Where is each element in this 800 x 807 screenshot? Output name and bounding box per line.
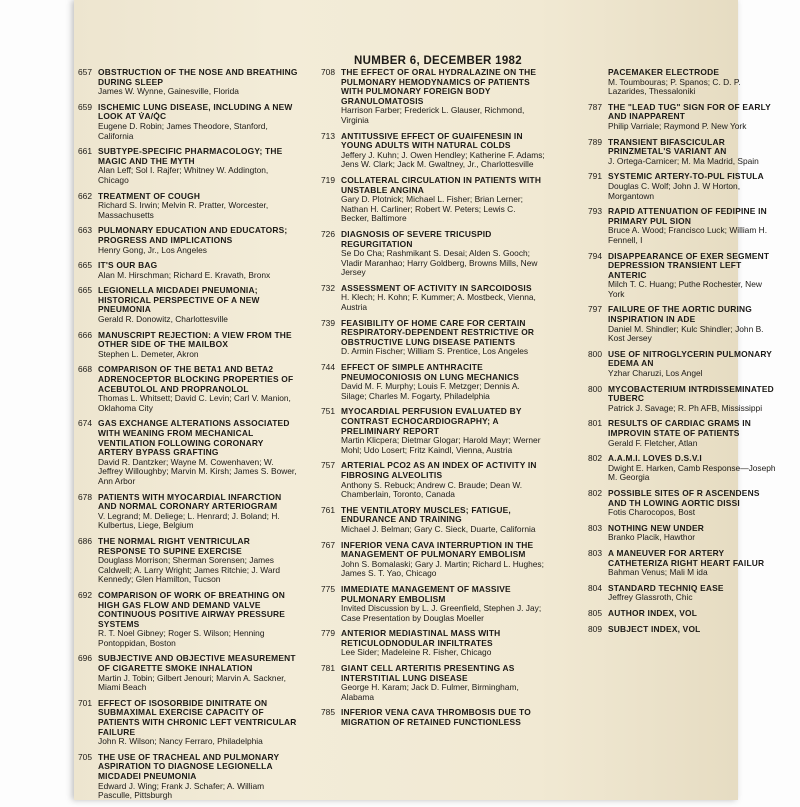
toc-entry <box>588 625 778 635</box>
article-title <box>98 365 300 394</box>
page-number: 761 <box>321 504 335 515</box>
article-title <box>341 407 545 436</box>
article-authors: Branko Placik, Hawthor <box>608 532 696 543</box>
article-title <box>341 230 545 249</box>
article-authors: R. T. Noel Gibney; Roger S. Wilson; Henning Pontoppidan, Boston <box>98 628 265 648</box>
toc-entry <box>321 319 545 357</box>
article-authors: Douglas C. Wolf; John J. W Horton, Morgantown <box>608 180 741 201</box>
title-text: TRANSIENT BIFASCICULAR PRINZMETAL'S VARIANT AN <box>608 136 727 157</box>
title-text: THE "LEAD TUG" SIGN FOR OF EARLY AND INAPPARENT <box>608 101 771 122</box>
title-text: THE VENTILATORY MUSCLES; FATIGUE, ENDURANCE AND TRAINING <box>341 504 511 525</box>
title-text: A MANEUVER FOR ARTERY CATHETERIZA RIGHT HEART FAILUR <box>608 547 765 568</box>
article-authors: Invited Discussion by L. J. Greenfield, Stephen J. Jay; Case Presentation by Douglas Moeller <box>341 603 542 623</box>
page-number: 678 <box>78 491 92 502</box>
article-authors: David R. Dantzker; Wayne M. Cowenhaven; W. Jeffrey Willoughby; Marvin M. Kirsh; James S. Bower, Ann Arbor <box>98 456 297 486</box>
page-number: 713 <box>321 130 335 141</box>
toc-entry <box>588 103 778 132</box>
article-title <box>341 664 545 683</box>
title-text: ISCHEMIC LUNG DISEASE, INCLUDING A NEW LOOK AT V̇A/Q̇C <box>98 101 293 122</box>
article-authors: Yzhar Charuzi, Los Angel <box>608 368 703 379</box>
page-number: 802 <box>588 487 602 498</box>
toc-entry <box>78 147 300 185</box>
page-number: 767 <box>321 539 335 550</box>
column-1 <box>78 68 300 807</box>
article-authors: V. Legrand; M. Deliege; L. Henrard; J. Boland; H. Kulbertus, Liege, Belgium <box>98 510 280 531</box>
page-number: 802 <box>588 453 602 464</box>
article-authors: Jeffrey Glassroth, Chic <box>608 592 693 603</box>
article-title <box>608 419 778 438</box>
toc-entry <box>321 176 545 224</box>
page-number: 705 <box>78 751 92 762</box>
toc-entry <box>588 385 778 414</box>
article-title <box>608 252 778 281</box>
toc-entry <box>78 261 300 280</box>
article-title <box>98 419 300 457</box>
article-authors: Anthony S. Rebuck; Andrew C. Braude; Dean W. Chamberlain, Toronto, Canada <box>341 479 523 500</box>
article-title <box>608 305 778 324</box>
title-emphasis: LEGIONELLA MICDADEI <box>98 761 273 781</box>
article-title <box>341 506 545 525</box>
page-number: 666 <box>78 329 92 340</box>
toc-entry <box>78 654 300 692</box>
toc-entry <box>321 230 545 278</box>
title-emphasis: MYCOBACTERIUM INTR <box>608 383 709 394</box>
article-authors: Thomas L. Whitsett; David C. Levin; Carl V. Manion, Oklahoma City <box>98 393 291 413</box>
article-authors: Stephen L. Demeter, Akron <box>98 348 199 359</box>
article-title <box>98 68 300 87</box>
toc-entry <box>588 419 778 448</box>
toc-entry <box>78 192 300 221</box>
toc-entry <box>588 454 778 483</box>
page-number: 739 <box>321 317 335 328</box>
article-authors: Se Do Cha; Rashmikant S. Desai; Alden S. Gooch; Vladir Maranhao; Harry Goldberg, Browns Mills, New Jersey <box>341 248 538 278</box>
article-authors: James W. Wynne, Gainesville, Florida <box>98 86 239 97</box>
toc-entry <box>321 708 545 727</box>
article-authors: Bruce A. Wood; Francisco Luck; William H. Fennell, I <box>608 225 768 245</box>
toc-entry <box>588 584 778 603</box>
toc-entry <box>78 753 300 801</box>
page-number: 805 <box>588 607 602 618</box>
page-number: 775 <box>321 583 335 594</box>
article-title <box>608 489 778 508</box>
title-text: INFERIOR VENA CAVA THROMBOSIS DUE TO MIGRATION OF RETAINED FUNCTIONLESS <box>341 707 531 728</box>
page-number: 696 <box>78 653 92 664</box>
title-text: PACEMAKER ELECTRODE <box>608 67 720 77</box>
article-authors: J. Ortega-Carnicer; M. Ma Madrid, Spain <box>608 155 759 166</box>
article-authors: Edward J. Wing; Frank J. Schafer; A. William Pasculle, Pittsburgh <box>98 780 265 801</box>
title-text: PNEUMONIA; HISTORICAL PERSPECTIVE OF A NEW PNEUMONIA <box>98 285 260 315</box>
page-number: 665 <box>78 285 92 296</box>
article-title <box>341 319 545 348</box>
article-title <box>341 541 545 560</box>
title-text: SYSTEMIC ARTERY-TO-PUL FISTULA <box>608 171 764 182</box>
title-text: THE NORMAL RIGHT VENTRICULAR RESPONSE TO SUPINE EXERCISE <box>98 535 251 556</box>
page-number: 692 <box>78 589 92 600</box>
toc-entry <box>321 585 545 623</box>
page-number: 665 <box>78 260 92 271</box>
page-number: 668 <box>78 364 92 375</box>
page-number: 801 <box>588 418 602 429</box>
toc-entry <box>321 407 545 455</box>
article-authors: Jeffery J. Kuhn; J. Owen Hendley; Katherine F. Adams; Jens W. Clark; Jack M. Gwaltney, Jr., Charlottesville <box>341 149 545 170</box>
article-title <box>608 103 778 122</box>
title-text: GAS EXCHANGE ALTERATIONS ASSOCIATED WITH WEANING FROM MECHANICAL VENTILATION FOLLOWING CORONARY ARTERY BYPASS GRAFTING <box>98 418 290 458</box>
article-authors: Harrison Farber; Frederick L. Glauser, Richmond, Virginia <box>341 105 525 125</box>
article-authors: Patrick J. Savage; R. Ph AFB, Mississippi <box>608 402 763 413</box>
toc-entry <box>78 226 300 255</box>
article-title <box>608 385 778 404</box>
title-text: ANTITUSSIVE EFFECT OF GUAIFENESIN IN YOUNG ADULTS WITH NATURAL COLDS <box>341 130 523 151</box>
toc-entry <box>588 350 778 379</box>
title-text: STANDARD TECHNIQ EASE <box>608 582 724 593</box>
title-text: AUTHOR INDEX, VOL <box>608 607 698 618</box>
page-number: 800 <box>588 348 602 359</box>
article-title <box>98 331 300 350</box>
article-title <box>608 350 778 369</box>
article-title <box>608 625 778 635</box>
page-number: 732 <box>321 282 335 293</box>
toc-entry <box>78 331 300 360</box>
article-title <box>608 549 778 568</box>
title-text: THE USE OF TRACHEAL AND PULMONARY ASPIRATION TO DIAGNOSE <box>98 751 280 772</box>
page-number: 794 <box>588 250 602 261</box>
title-text: OBSTRUCTION OF THE NOSE AND BREATHING DURING SLEEP <box>98 67 298 87</box>
page-number: 663 <box>78 225 92 236</box>
page-number: 803 <box>588 547 602 558</box>
title-text: PATIENTS WITH MYOCARDIAL INFARCTION AND NORMAL CORONARY ARTERIOGRAM <box>98 491 282 512</box>
title-text: SUBTYPE-SPECIFIC PHARMACOLOGY; THE MAGIC AND THE MYTH <box>98 146 283 166</box>
journal-page <box>74 0 776 801</box>
article-authors: Gerald R. Donowitz, Charlottesville <box>98 314 228 325</box>
toc-entry <box>588 252 778 300</box>
toc-entry <box>321 363 545 401</box>
page-number: 686 <box>78 535 92 546</box>
article-title <box>341 363 545 382</box>
article-authors: Richard S. Irwin; Melvin R. Pratter, Worcester, Massachusetts <box>98 200 269 220</box>
toc-entry <box>78 419 300 486</box>
article-title <box>98 226 300 245</box>
article-authors: Fotis Charocopos, Bost <box>608 507 696 518</box>
article-authors: Alan M. Hirschman; Richard E. Kravath, Bronx <box>98 269 271 280</box>
toc-entry <box>321 664 545 702</box>
title-text: POSSIBLE SITES OF R ASCENDENS AND TH LOWING AORTIC DISSI <box>608 487 760 508</box>
toc-entry <box>321 629 545 658</box>
page-number: 744 <box>321 362 335 373</box>
toc-entry <box>588 68 778 97</box>
toc-entry <box>588 609 778 619</box>
title-text: ARTERIAL PCO2 AS AN INDEX OF ACTIVITY IN FIBROSING ALVEOLITIS <box>341 460 537 480</box>
article-title <box>98 286 300 315</box>
title-text: ANTERIOR MEDIASTINAL MASS WITH RETICULODNODULAR INFILTRATES <box>341 628 501 648</box>
toc-entry <box>321 541 545 579</box>
article-authors: David M. F. Murphy; Louis F. Metzger; Dennis A. Silage; Charles M. Fogarty, Philadelphia <box>341 381 520 401</box>
toc-entry <box>321 506 545 535</box>
toc-entry <box>78 493 300 531</box>
title-text: NOTHING NEW UNDER <box>608 522 704 533</box>
page-number: 757 <box>321 460 335 471</box>
title-text: TREATMENT OF COUGH <box>98 190 201 201</box>
article-title <box>341 68 545 106</box>
article-title <box>98 699 300 737</box>
title-text: EFFECT OF ISOSORBIDE DINITRATE ON SUBMAXIMAL EXERCISE CAPACITY OF PATIENTS WITH CHRONIC LEFT VENTRICULAR FAILURE <box>98 697 297 737</box>
column-2 <box>321 68 545 734</box>
article-title <box>98 591 300 629</box>
title-text: GIANT CELL ARTERITIS PRESENTING AS INTERSTITIAL LUNG DISEASE <box>341 663 515 683</box>
article-authors: Dwight E. Harken, Camb Response—Joseph M. Georgia <box>608 462 776 483</box>
title-text: FAILURE OF THE AORTIC DURING INSPIRATION IN ADE <box>608 304 752 325</box>
article-title <box>98 147 300 166</box>
title-text: IMMEDIATE MANAGEMENT OF MASSIVE PULMONARY EMBOLISM <box>341 583 511 604</box>
article-title <box>98 493 300 512</box>
page-number: 726 <box>321 228 335 239</box>
page-number: 751 <box>321 406 335 417</box>
toc-entry <box>321 461 545 499</box>
toc-entry <box>321 132 545 170</box>
page-number: 661 <box>78 146 92 157</box>
title-text: RESULTS OF CARDIAC GRAMS IN IMPROVIN STATE OF PATIENTS <box>608 418 751 438</box>
article-title <box>341 629 545 648</box>
toc-entry <box>78 365 300 413</box>
page-number: 789 <box>588 136 602 147</box>
toc-entry <box>78 591 300 649</box>
article-title <box>608 138 778 157</box>
page-number: 803 <box>588 522 602 533</box>
title-text: RAPID ATTENUATION OF FEDIPINE IN PRIMARY PUL SION <box>608 206 767 226</box>
article-authors: Gerald F. Fletcher, Atlan <box>608 437 698 448</box>
page-number: 797 <box>588 304 602 315</box>
page-number: 659 <box>78 101 92 112</box>
toc-entry <box>78 537 300 585</box>
title-text: MANUSCRIPT REJECTION: A VIEW FROM THE OTHER SIDE OF THE MAILBOX <box>98 329 292 350</box>
toc-entry <box>588 172 778 201</box>
title-text: DISAPPEARANCE OF EXER SEGMENT DEPRESSION TRANSIENT LEFT ANTERIC <box>608 250 770 280</box>
article-title <box>341 176 545 195</box>
article-authors: Martin Klicpera; Dietmar Glogar; Harold Mayr; Werner Mohl; Udo Losert; Fritz Kaindl, Vienna, Austria <box>341 435 541 455</box>
page-number: 719 <box>321 174 335 185</box>
page-number: 785 <box>321 707 335 718</box>
article-title <box>341 461 545 480</box>
title-emphasis: LEGIONELLA MICDADEI <box>98 285 200 296</box>
article-title <box>98 103 300 122</box>
article-title <box>341 132 545 151</box>
article-authors: Milch T. C. Huang; Puthe Rochester, New York <box>608 279 762 299</box>
article-authors: M. Toumbouras; P. Spanos; C. D. P. Lazarides, Thessaloniki <box>608 76 741 97</box>
page-number: 657 <box>78 67 92 77</box>
article-title <box>608 207 778 226</box>
page-number: 708 <box>321 67 335 77</box>
title-text: ASSESSMENT OF ACTIVITY IN SARCOIDOSIS <box>341 282 532 293</box>
article-authors: H. Klech; H. Kohn; F. Kummer; A. Mostbeck, Vienna, Austria <box>341 292 536 313</box>
toc-entry <box>588 305 778 343</box>
title-text: A.A.M.I. LOVES D.S.V.I <box>608 453 702 464</box>
article-authors: Philip Varriale; Raymond P. New York <box>608 120 747 131</box>
article-authors: Gary D. Plotnick; Michael L. Fisher; Brian Lerner; Nathan H. Carliner; Robert W. Peters; Lewis C. Becker, Baltimore <box>341 194 523 224</box>
page-number: 787 <box>588 101 602 112</box>
title-text: FEASIBILITY OF HOME CARE FOR CERTAIN RESPIRATORY-DEPENDENT RESTRICTIVE OR OBSTRUCTIVE LUNG DISEASE PATIENTS <box>341 317 535 347</box>
title-text: EFFECT OF SIMPLE ANTHRACITE PNEUMOCONIOSIS ON LUNG MECHANICS <box>341 362 520 382</box>
toc-entry <box>321 284 545 313</box>
title-text: PULMONARY EDUCATION AND EDUCATORS; PROGRESS AND IMPLICATIONS <box>98 225 288 245</box>
title-text: MYOCARDIAL PERFUSION EVALUATED BY CONTRAST ECHOCARDIOGRAPHY; A PRELIMINARY REPORT <box>341 406 522 436</box>
article-authors: Daniel M. Shindler; Kulc Shindler; John B. Kost Jersey <box>608 323 764 344</box>
article-authors: D. Armin Fischer; William S. Prentice, Los Angeles <box>341 346 529 357</box>
article-title <box>98 753 300 782</box>
toc-entry <box>78 699 300 747</box>
toc-entry <box>588 138 778 167</box>
title-text: PNEUMONIA <box>141 771 197 781</box>
page-number: 793 <box>588 206 602 217</box>
title-text: COLLATERAL CIRCULATION IN PATIENTS WITH UNSTABLE ANGINA <box>341 174 542 195</box>
page-number: 804 <box>588 582 602 593</box>
title-text: INFERIOR VENA CAVA INTERRUPTION IN THE MANAGEMENT OF PULMONARY EMBOLISM <box>341 539 534 560</box>
article-authors: John S. Bomalaski; Gary J. Martin; Richard L. Hughes; James S. T. Yao, Chicago <box>341 558 544 579</box>
article-authors: John R. Wilson; Nancy Ferraro, Philadelphia <box>98 736 263 747</box>
toc-entry <box>78 68 300 97</box>
article-title <box>341 708 545 727</box>
toc-entry <box>321 68 545 126</box>
page-number: 791 <box>588 171 602 182</box>
title-text: SUBJECTIVE AND OBJECTIVE MEASUREMENT OF CIGARETTE SMOKE INHALATION <box>98 653 296 674</box>
article-authors: George H. Karam; Jack D. Fulmer, Birmingham, Alabama <box>341 682 519 702</box>
article-title <box>608 609 778 619</box>
page-number: 809 <box>588 623 602 634</box>
toc-entry <box>78 103 300 141</box>
title-text: SUBJECT INDEX, VOL <box>608 623 701 634</box>
title-text: THE EFFECT OF ORAL HYDRALAZINE ON THE PULMONARY HEMODYNAMICS OF PATIENTS WITH PULMONARY FOREIGN BODY GRANULOMATOSIS <box>341 67 537 106</box>
page-number: 779 <box>321 628 335 639</box>
article-authors: Martin J. Tobin; Gilbert Jenouri; Marvin A. Sackner, Miami Beach <box>98 672 286 693</box>
title-text: DISSEMINATED TUBERC <box>608 383 774 404</box>
article-authors: Bahman Venus; Mali M ida <box>608 567 708 578</box>
title-text: COMPARISON OF WORK OF BREATHING ON HIGH GAS FLOW AND DEMAND VALVE CONTINUOUS POSITIVE AIRWAY PRESSURE SYSTEMS <box>98 589 286 629</box>
title-text: DIAGNOSIS OF SEVERE TRICUSPID REGURGITATION <box>341 228 492 249</box>
page-number: 800 <box>588 383 602 394</box>
page-number: 674 <box>78 418 92 429</box>
toc-entry <box>78 286 300 324</box>
article-authors: Douglass Morrison; Sherman Sorensen; James Caldwell; A. Larry Wright; James Ritchie; J. Ward Kennedy; Glen Hamilton, Tucson <box>98 555 280 585</box>
toc-entry <box>588 489 778 518</box>
article-title <box>98 654 300 673</box>
article-authors: Alan Leff; Sol I. Rajfer; Whitney W. Addington, Chicago <box>98 165 269 185</box>
page-number: 662 <box>78 190 92 201</box>
article-authors: Michael J. Belman; Gary C. Sieck, Duarte, California <box>341 523 536 534</box>
title-text: COMPARISON OF THE BETA1 AND BETA2 ADRENOCEPTOR BLOCKING PROPERTIES OF ACEBUTOLOL AND PROPRANOLOL <box>98 364 294 394</box>
title-text: USE OF NITROGLYCERIN PULMONARY EDEMA AN <box>608 348 772 369</box>
issue-heading: NUMBER 6, DECEMBER 1982 <box>354 55 522 67</box>
article-title <box>98 537 300 556</box>
title-text: IT'S OUR BAG <box>98 260 158 271</box>
toc-entry <box>588 549 778 578</box>
article-title <box>341 585 545 604</box>
article-authors: Henry Gong, Jr., Los Angeles <box>98 244 207 255</box>
column-3 <box>588 68 778 640</box>
article-authors: Lee Sider; Madeleine R. Fisher, Chicago <box>341 647 492 658</box>
article-authors: Eugene D. Robin; James Theodore, Stanford, California <box>98 120 268 141</box>
toc-entry <box>588 524 778 543</box>
toc-entry <box>588 207 778 245</box>
page-number: 781 <box>321 663 335 674</box>
page-number: 701 <box>78 697 92 708</box>
